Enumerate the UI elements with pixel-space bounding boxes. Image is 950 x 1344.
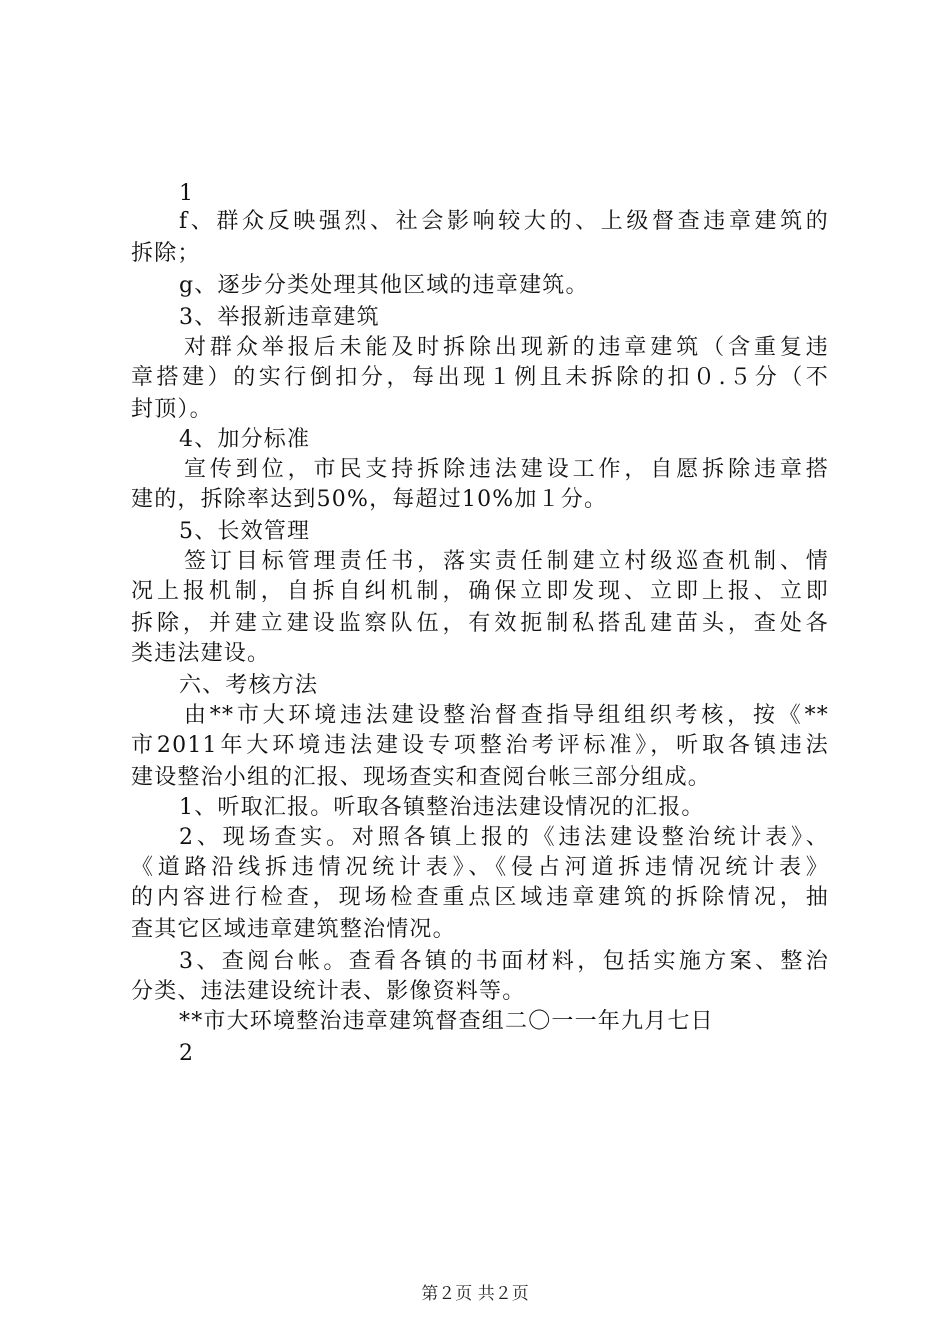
paragraph-line: 况上报机制，自拆自纠机制，确保立即发现、立即上报、立即	[131, 579, 829, 604]
paragraph-line: 市2011年大环境违法建设专项整治考评标准》，听取各镇违法	[131, 733, 829, 758]
section-heading: 5、长效管理	[179, 519, 311, 544]
paragraph-line: 1、听取汇报。听取各镇整治违法建设情况的汇报。	[179, 795, 705, 820]
paragraph-line: g、逐步分类处理其他区域的违章建筑。	[179, 273, 589, 298]
paragraph-line: 建的，拆除率达到50%，每超过10%加１分。	[131, 487, 608, 512]
paragraph-line: 类违法建设。	[131, 641, 271, 666]
paragraph-line: 《道路沿线拆违情况统计表》、《侵占河道拆违情况统计表》	[131, 855, 829, 880]
section-heading: 3、举报新违章建筑	[179, 305, 380, 330]
section-heading: 六、考核方法	[179, 673, 319, 698]
page-footer: 第２页 共２页	[421, 1284, 529, 1304]
paragraph-line: 的内容进行检查，现场检查重点区域违章建筑的拆除情况，抽	[131, 885, 829, 910]
paragraph-line: 宣传到位，市民支持拆除违法建设工作，自愿拆除违章搭	[184, 457, 829, 482]
paragraph-line: 拆除；	[131, 241, 201, 266]
paragraph-line: 2、现场查实。对照各镇上报的《违法建设整治统计表》、	[179, 825, 829, 850]
paragraph-line: 拆除，并建立建设监察队伍，有效扼制私搭乱建苗头，查处各	[131, 611, 829, 636]
paragraph-line: 分类、违法建设统计表、影像资料等。	[131, 979, 526, 1004]
section-heading: 4、加分标准	[179, 427, 311, 452]
paragraph-line: f、群众反映强烈、社会影响较大的、上级督查违章建筑的	[179, 209, 829, 234]
paragraph-line: 章搭建）的实行倒扣分，每出现１例且未拆除的扣０.５分（不	[131, 365, 829, 390]
paragraph-line: 由**市大环境违法建设整治督查指导组组织考核，按《**	[184, 703, 829, 728]
signature-line: **市大环境整治违章建筑督查组二〇一一年九月七日	[179, 1009, 714, 1034]
paragraph-line: 签订目标管理责任书，落实责任制建立村级巡查机制、情	[184, 549, 829, 574]
paragraph-line: 建设整治小组的汇报、现场查实和查阅台帐三部分组成。	[131, 765, 712, 790]
paragraph-line: 查其它区域违章建筑整治情况。	[131, 917, 456, 942]
page-number-marker: 2	[179, 1041, 195, 1066]
paragraph-line: 3、查阅台帐。查看各镇的书面材料，包括实施方案、整治	[179, 949, 829, 974]
page-number-marker: 1	[179, 181, 195, 206]
paragraph-line: 封顶）。	[131, 397, 213, 422]
paragraph-line: 对群众举报后未能及时拆除出现新的违章建筑（含重复违	[184, 335, 829, 360]
